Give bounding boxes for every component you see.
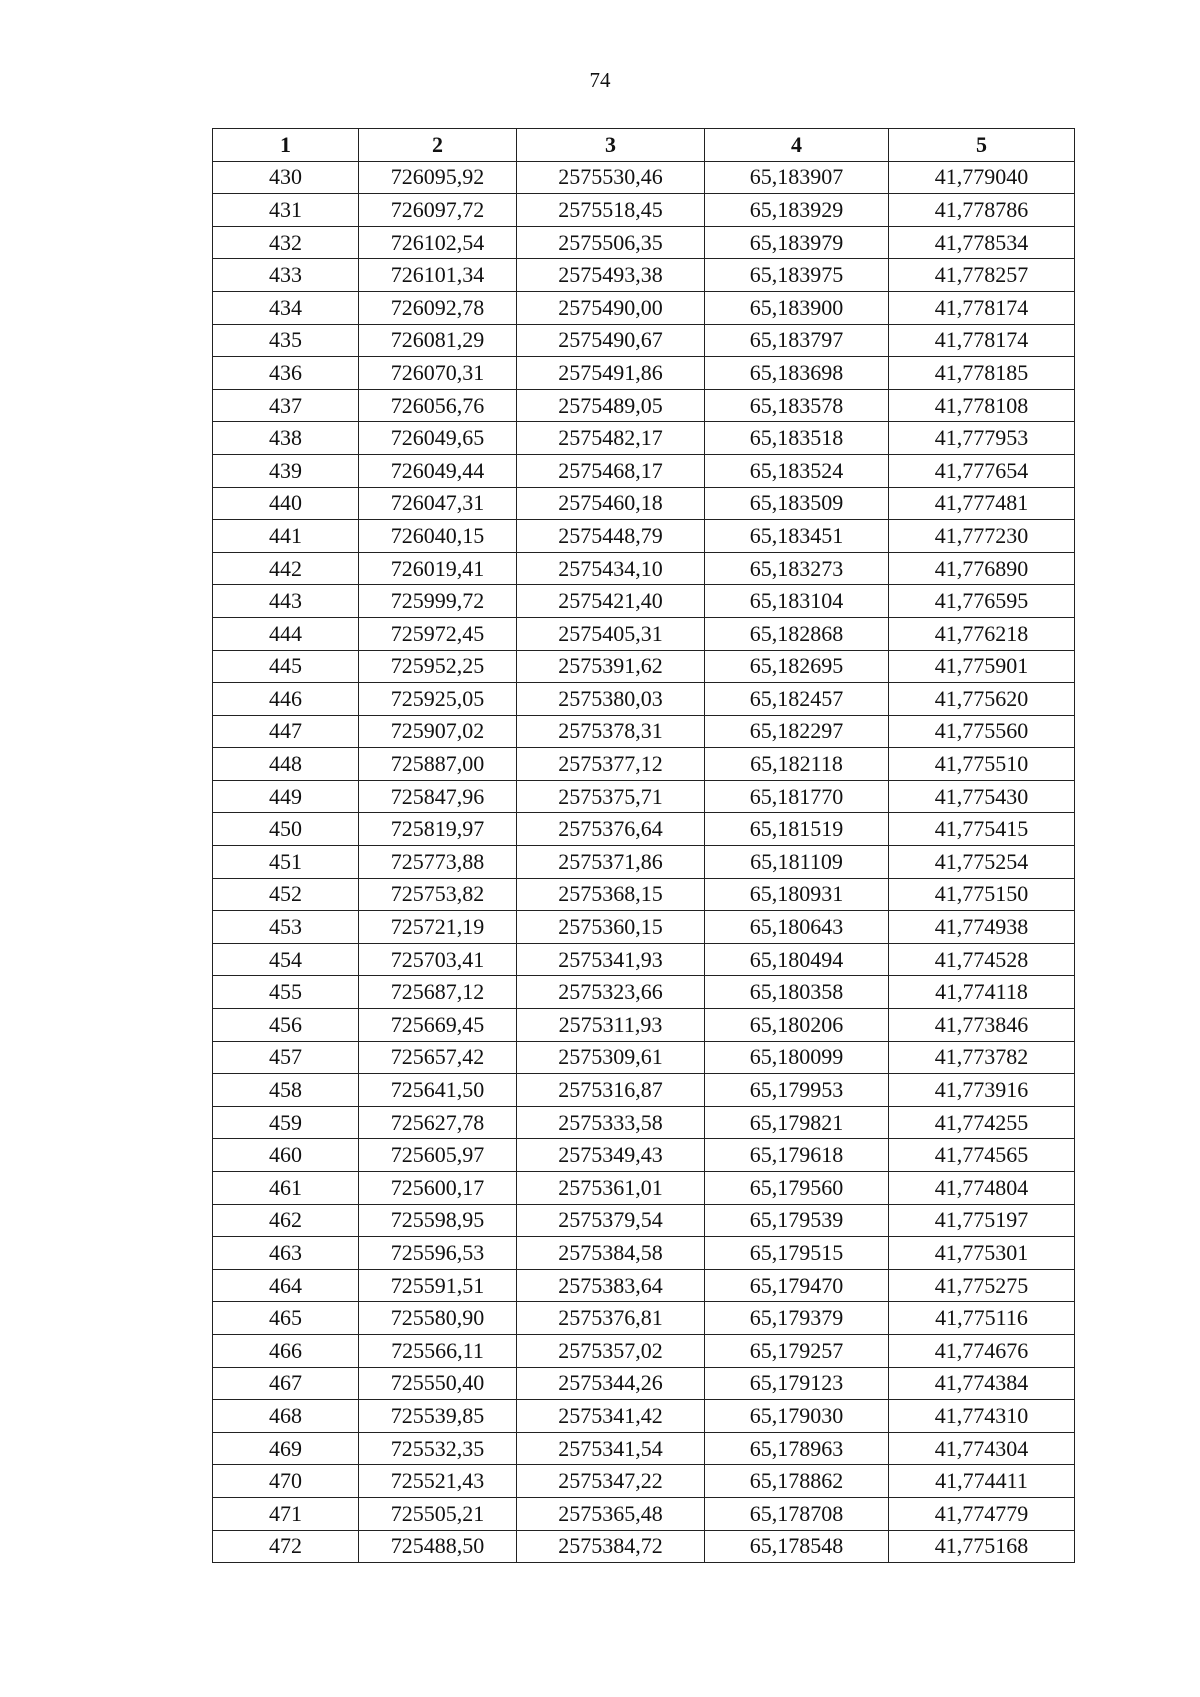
longitude-cell: 41,778174 [889,291,1075,324]
x-coordinate-cell: 726049,65 [359,422,517,455]
table-row [213,357,1075,390]
longitude-cell: 41,774118 [889,976,1075,1009]
table-row [213,715,1075,748]
point-number-cell: 456 [213,1009,359,1042]
y-coordinate-cell: 2575448,79 [517,520,705,553]
x-coordinate-cell: 725488,50 [359,1530,517,1563]
latitude-cell: 65,182457 [705,683,889,716]
longitude-cell: 41,775301 [889,1237,1075,1270]
point-number-cell: 453 [213,911,359,944]
x-coordinate-cell: 725952,25 [359,650,517,683]
point-number-cell: 433 [213,259,359,292]
table-row [213,324,1075,357]
y-coordinate-cell: 2575506,35 [517,226,705,259]
latitude-cell: 65,183975 [705,259,889,292]
longitude-cell: 41,774255 [889,1106,1075,1139]
latitude-cell: 65,183907 [705,161,889,194]
latitude-cell: 65,179515 [705,1237,889,1270]
y-coordinate-cell: 2575360,15 [517,911,705,944]
y-coordinate-cell: 2575489,05 [517,389,705,422]
longitude-cell: 41,775415 [889,813,1075,846]
point-number-cell: 443 [213,585,359,618]
y-coordinate-cell: 2575493,38 [517,259,705,292]
x-coordinate-cell: 725627,78 [359,1106,517,1139]
longitude-cell: 41,774310 [889,1400,1075,1433]
point-number-cell: 461 [213,1172,359,1205]
table-row [213,1400,1075,1433]
x-coordinate-cell: 726092,78 [359,291,517,324]
y-coordinate-cell: 2575378,31 [517,715,705,748]
latitude-cell: 65,180358 [705,976,889,1009]
table-row [213,878,1075,911]
point-number-cell: 472 [213,1530,359,1563]
latitude-cell: 65,178862 [705,1465,889,1498]
x-coordinate-cell: 725773,88 [359,846,517,879]
y-coordinate-cell: 2575344,26 [517,1367,705,1400]
y-coordinate-cell: 2575376,81 [517,1302,705,1335]
point-number-cell: 446 [213,683,359,716]
x-coordinate-cell: 726047,31 [359,487,517,520]
point-number-cell: 471 [213,1497,359,1530]
longitude-cell: 41,775560 [889,715,1075,748]
x-coordinate-cell: 725539,85 [359,1400,517,1433]
table-row [213,813,1075,846]
table-row [213,259,1075,292]
longitude-cell: 41,779040 [889,161,1075,194]
x-coordinate-cell: 725591,51 [359,1269,517,1302]
longitude-cell: 41,775430 [889,780,1075,813]
y-coordinate-cell: 2575518,45 [517,194,705,227]
point-number-cell: 463 [213,1237,359,1270]
y-coordinate-cell: 2575323,66 [517,976,705,1009]
x-coordinate-cell: 726101,34 [359,259,517,292]
longitude-cell: 41,778185 [889,357,1075,390]
column-header: 4 [705,129,889,162]
table-row [213,617,1075,650]
longitude-cell: 41,775254 [889,846,1075,879]
latitude-cell: 65,183929 [705,194,889,227]
table-row [213,780,1075,813]
table-row [213,552,1075,585]
table-row [213,1237,1075,1270]
table-row [213,1041,1075,1074]
x-coordinate-cell: 725657,42 [359,1041,517,1074]
latitude-cell: 65,180206 [705,1009,889,1042]
point-number-cell: 464 [213,1269,359,1302]
latitude-cell: 65,179379 [705,1302,889,1335]
table-row [213,911,1075,944]
latitude-cell: 65,180494 [705,943,889,976]
latitude-cell: 65,183451 [705,520,889,553]
longitude-cell: 41,775197 [889,1204,1075,1237]
table-row [213,1367,1075,1400]
table-row [213,1432,1075,1465]
x-coordinate-cell: 725687,12 [359,976,517,1009]
table-row [213,1074,1075,1107]
latitude-cell: 65,178963 [705,1432,889,1465]
longitude-cell: 41,773846 [889,1009,1075,1042]
point-number-cell: 444 [213,617,359,650]
table-row [213,1139,1075,1172]
longitude-cell: 41,775168 [889,1530,1075,1563]
x-coordinate-cell: 725566,11 [359,1334,517,1367]
y-coordinate-cell: 2575333,58 [517,1106,705,1139]
longitude-cell: 41,774411 [889,1465,1075,1498]
x-coordinate-cell: 725580,90 [359,1302,517,1335]
y-coordinate-cell: 2575375,71 [517,780,705,813]
table-row [213,683,1075,716]
x-coordinate-cell: 725907,02 [359,715,517,748]
point-number-cell: 438 [213,422,359,455]
point-number-cell: 450 [213,813,359,846]
latitude-cell: 65,182868 [705,617,889,650]
point-number-cell: 468 [213,1400,359,1433]
point-number-cell: 454 [213,943,359,976]
table-row [213,1530,1075,1563]
y-coordinate-cell: 2575357,02 [517,1334,705,1367]
longitude-cell: 41,777654 [889,454,1075,487]
y-coordinate-cell: 2575347,22 [517,1465,705,1498]
page-number: 74 [589,68,611,92]
point-number-cell: 451 [213,846,359,879]
point-number-cell: 460 [213,1139,359,1172]
x-coordinate-cell: 725550,40 [359,1367,517,1400]
y-coordinate-cell: 2575341,42 [517,1400,705,1433]
point-number-cell: 448 [213,748,359,781]
y-coordinate-cell: 2575371,86 [517,846,705,879]
point-number-cell: 465 [213,1302,359,1335]
latitude-cell: 65,182695 [705,650,889,683]
table-row [213,1465,1075,1498]
latitude-cell: 65,183518 [705,422,889,455]
latitude-cell: 65,179123 [705,1367,889,1400]
y-coordinate-cell: 2575341,54 [517,1432,705,1465]
point-number-cell: 436 [213,357,359,390]
latitude-cell: 65,179257 [705,1334,889,1367]
latitude-cell: 65,179618 [705,1139,889,1172]
longitude-cell: 41,775901 [889,650,1075,683]
x-coordinate-cell: 725669,45 [359,1009,517,1042]
x-coordinate-cell: 725999,72 [359,585,517,618]
point-number-cell: 434 [213,291,359,324]
table-row [213,650,1075,683]
longitude-cell: 41,776595 [889,585,1075,618]
y-coordinate-cell: 2575365,48 [517,1497,705,1530]
point-number-cell: 457 [213,1041,359,1074]
x-coordinate-cell: 725887,00 [359,748,517,781]
latitude-cell: 65,183273 [705,552,889,585]
table-row [213,1204,1075,1237]
y-coordinate-cell: 2575434,10 [517,552,705,585]
point-number-cell: 466 [213,1334,359,1367]
longitude-cell: 41,778108 [889,389,1075,422]
table-row [213,194,1075,227]
y-coordinate-cell: 2575384,72 [517,1530,705,1563]
x-coordinate-cell: 725847,96 [359,780,517,813]
point-number-cell: 435 [213,324,359,357]
latitude-cell: 65,183104 [705,585,889,618]
column-header: 5 [889,129,1075,162]
table-row [213,585,1075,618]
table-row [213,1334,1075,1367]
longitude-cell: 41,777230 [889,520,1075,553]
latitude-cell: 65,183797 [705,324,889,357]
latitude-cell: 65,178708 [705,1497,889,1530]
table-row [213,1302,1075,1335]
point-number-cell: 437 [213,389,359,422]
x-coordinate-cell: 726102,54 [359,226,517,259]
latitude-cell: 65,179821 [705,1106,889,1139]
x-coordinate-cell: 726070,31 [359,357,517,390]
y-coordinate-cell: 2575490,67 [517,324,705,357]
table-row [213,846,1075,879]
latitude-cell: 65,179560 [705,1172,889,1205]
longitude-cell: 41,774779 [889,1497,1075,1530]
longitude-cell: 41,774676 [889,1334,1075,1367]
x-coordinate-cell: 726097,72 [359,194,517,227]
point-number-cell: 432 [213,226,359,259]
y-coordinate-cell: 2575421,40 [517,585,705,618]
y-coordinate-cell: 2575311,93 [517,1009,705,1042]
y-coordinate-cell: 2575376,64 [517,813,705,846]
longitude-cell: 41,775275 [889,1269,1075,1302]
table-header-row [213,129,1075,162]
table-row [213,1172,1075,1205]
longitude-cell: 41,775116 [889,1302,1075,1335]
point-number-cell: 430 [213,161,359,194]
x-coordinate-cell: 726019,41 [359,552,517,585]
y-coordinate-cell: 2575482,17 [517,422,705,455]
point-number-cell: 462 [213,1204,359,1237]
table-row [213,1497,1075,1530]
table-row [213,422,1075,455]
table-row [213,454,1075,487]
point-number-cell: 458 [213,1074,359,1107]
latitude-cell: 65,179953 [705,1074,889,1107]
x-coordinate-cell: 726095,92 [359,161,517,194]
y-coordinate-cell: 2575490,00 [517,291,705,324]
latitude-cell: 65,181109 [705,846,889,879]
x-coordinate-cell: 725505,21 [359,1497,517,1530]
latitude-cell: 65,183979 [705,226,889,259]
y-coordinate-cell: 2575309,61 [517,1041,705,1074]
y-coordinate-cell: 2575383,64 [517,1269,705,1302]
y-coordinate-cell: 2575368,15 [517,878,705,911]
longitude-cell: 41,775510 [889,748,1075,781]
x-coordinate-cell: 726049,44 [359,454,517,487]
longitude-cell: 41,778174 [889,324,1075,357]
point-number-cell: 445 [213,650,359,683]
point-number-cell: 447 [213,715,359,748]
point-number-cell: 459 [213,1106,359,1139]
y-coordinate-cell: 2575349,43 [517,1139,705,1172]
longitude-cell: 41,776218 [889,617,1075,650]
longitude-cell: 41,776890 [889,552,1075,585]
y-coordinate-cell: 2575380,03 [517,683,705,716]
longitude-cell: 41,774565 [889,1139,1075,1172]
longitude-cell: 41,774528 [889,943,1075,976]
longitude-cell: 41,774304 [889,1432,1075,1465]
longitude-cell: 41,778534 [889,226,1075,259]
table-row [213,748,1075,781]
latitude-cell: 65,180643 [705,911,889,944]
latitude-cell: 65,179030 [705,1400,889,1433]
longitude-cell: 41,777953 [889,422,1075,455]
latitude-cell: 65,180099 [705,1041,889,1074]
table-row [213,943,1075,976]
x-coordinate-cell: 725600,17 [359,1172,517,1205]
table-row [213,520,1075,553]
x-coordinate-cell: 725598,95 [359,1204,517,1237]
longitude-cell: 41,774938 [889,911,1075,944]
x-coordinate-cell: 726056,76 [359,389,517,422]
point-number-cell: 449 [213,780,359,813]
x-coordinate-cell: 725819,97 [359,813,517,846]
point-number-cell: 469 [213,1432,359,1465]
latitude-cell: 65,182297 [705,715,889,748]
point-number-cell: 441 [213,520,359,553]
table-row [213,487,1075,520]
y-coordinate-cell: 2575316,87 [517,1074,705,1107]
table-row [213,226,1075,259]
point-number-cell: 442 [213,552,359,585]
x-coordinate-cell: 725753,82 [359,878,517,911]
longitude-cell: 41,778257 [889,259,1075,292]
y-coordinate-cell: 2575361,01 [517,1172,705,1205]
latitude-cell: 65,181770 [705,780,889,813]
y-coordinate-cell: 2575405,31 [517,617,705,650]
table-row [213,389,1075,422]
x-coordinate-cell: 725521,43 [359,1465,517,1498]
x-coordinate-cell: 726081,29 [359,324,517,357]
latitude-cell: 65,183509 [705,487,889,520]
x-coordinate-cell: 726040,15 [359,520,517,553]
latitude-cell: 65,183900 [705,291,889,324]
longitude-cell: 41,775620 [889,683,1075,716]
table-body [213,161,1075,1563]
x-coordinate-cell: 725596,53 [359,1237,517,1270]
y-coordinate-cell: 2575379,54 [517,1204,705,1237]
table-row [213,976,1075,1009]
latitude-cell: 65,182118 [705,748,889,781]
point-number-cell: 470 [213,1465,359,1498]
x-coordinate-cell: 725721,19 [359,911,517,944]
x-coordinate-cell: 725605,97 [359,1139,517,1172]
latitude-cell: 65,178548 [705,1530,889,1563]
longitude-cell: 41,774804 [889,1172,1075,1205]
point-number-cell: 467 [213,1367,359,1400]
point-number-cell: 455 [213,976,359,1009]
table-row [213,291,1075,324]
point-number-cell: 439 [213,454,359,487]
longitude-cell: 41,778786 [889,194,1075,227]
x-coordinate-cell: 725532,35 [359,1432,517,1465]
table-row [213,161,1075,194]
y-coordinate-cell: 2575460,18 [517,487,705,520]
x-coordinate-cell: 725972,45 [359,617,517,650]
latitude-cell: 65,179470 [705,1269,889,1302]
column-header: 3 [517,129,705,162]
longitude-cell: 41,775150 [889,878,1075,911]
longitude-cell: 41,774384 [889,1367,1075,1400]
x-coordinate-cell: 725641,50 [359,1074,517,1107]
table-row [213,1106,1075,1139]
latitude-cell: 65,183578 [705,389,889,422]
latitude-cell: 65,183524 [705,454,889,487]
table-row [213,1269,1075,1302]
table-row [213,1009,1075,1042]
y-coordinate-cell: 2575384,58 [517,1237,705,1270]
latitude-cell: 65,180931 [705,878,889,911]
y-coordinate-cell: 2575391,62 [517,650,705,683]
y-coordinate-cell: 2575341,93 [517,943,705,976]
column-header: 2 [359,129,517,162]
latitude-cell: 65,181519 [705,813,889,846]
x-coordinate-cell: 725703,41 [359,943,517,976]
longitude-cell: 41,773916 [889,1074,1075,1107]
y-coordinate-cell: 2575468,17 [517,454,705,487]
point-number-cell: 431 [213,194,359,227]
longitude-cell: 41,777481 [889,487,1075,520]
x-coordinate-cell: 725925,05 [359,683,517,716]
y-coordinate-cell: 2575530,46 [517,161,705,194]
coordinates-table [212,128,1075,1563]
y-coordinate-cell: 2575491,86 [517,357,705,390]
point-number-cell: 440 [213,487,359,520]
latitude-cell: 65,183698 [705,357,889,390]
column-header: 1 [213,129,359,162]
longitude-cell: 41,773782 [889,1041,1075,1074]
latitude-cell: 65,179539 [705,1204,889,1237]
point-number-cell: 452 [213,878,359,911]
y-coordinate-cell: 2575377,12 [517,748,705,781]
